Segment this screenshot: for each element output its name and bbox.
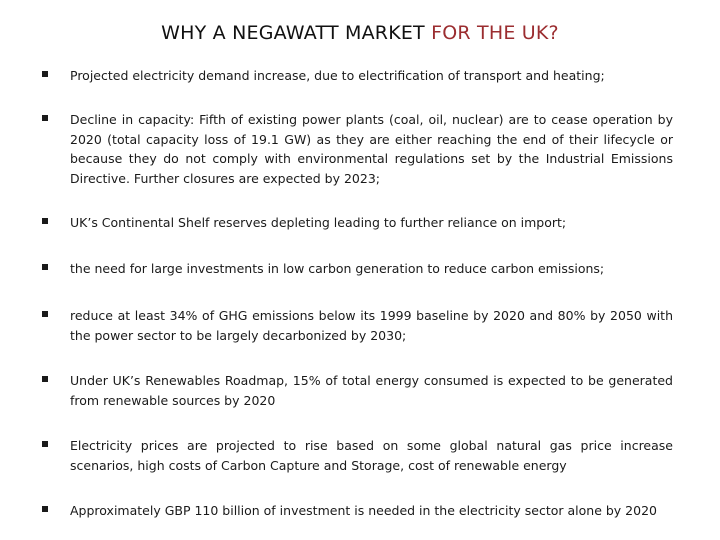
bullet-text: UK’s Continental Shelf reserves depleting leading to further reliance on import; bbox=[70, 215, 567, 230]
bullet-text: Approximately GBP 110 billion of investment is needed in the electricity sector alone by 2020 bbox=[70, 503, 657, 518]
square-bullet-icon bbox=[42, 441, 48, 447]
bullet-text: reduce at least 34% of GHG emissions below its 1999 baseline by 2020 and 80% by 2050 with the power sector to be largely decarbonized by 2030; bbox=[70, 308, 673, 343]
square-bullet-icon bbox=[42, 218, 48, 224]
square-bullet-icon bbox=[42, 506, 48, 512]
square-bullet-icon bbox=[42, 376, 48, 382]
bullet-text: Electricity prices are projected to rise based on some global natural gas price increase scenarios, high costs of Carbon Capture and Storage, cost of renewable energy bbox=[70, 438, 673, 473]
bullet-text: the need for large investments in low carbon generation to reduce carbon emissions; bbox=[70, 261, 605, 276]
square-bullet-icon bbox=[42, 71, 48, 77]
bullet-text: Decline in capacity: Fifth of existing power plants (coal, oil, nuclear) are to cease operation by 2020 (total capacity loss of 19.1 GW) as they are either reaching the end of their lifecycle or because they do not comply with environmental regulations set by the Industrial Emissions Directive. Further closures are expected by 2023; bbox=[70, 112, 673, 186]
title-accent: FOR THE UK? bbox=[431, 22, 559, 44]
bullet-text: Projected electricity demand increase, due to electrification of transport and heating; bbox=[70, 68, 605, 83]
square-bullet-icon bbox=[42, 115, 48, 121]
bullet-text: Under UK’s Renewables Roadmap, 15% of total energy consumed is expected to be generated from renewable sources by 2020 bbox=[70, 373, 673, 408]
title-main: WHY A NEGAWATT MARKET bbox=[161, 22, 425, 44]
square-bullet-icon bbox=[42, 264, 48, 270]
square-bullet-icon bbox=[42, 311, 48, 317]
